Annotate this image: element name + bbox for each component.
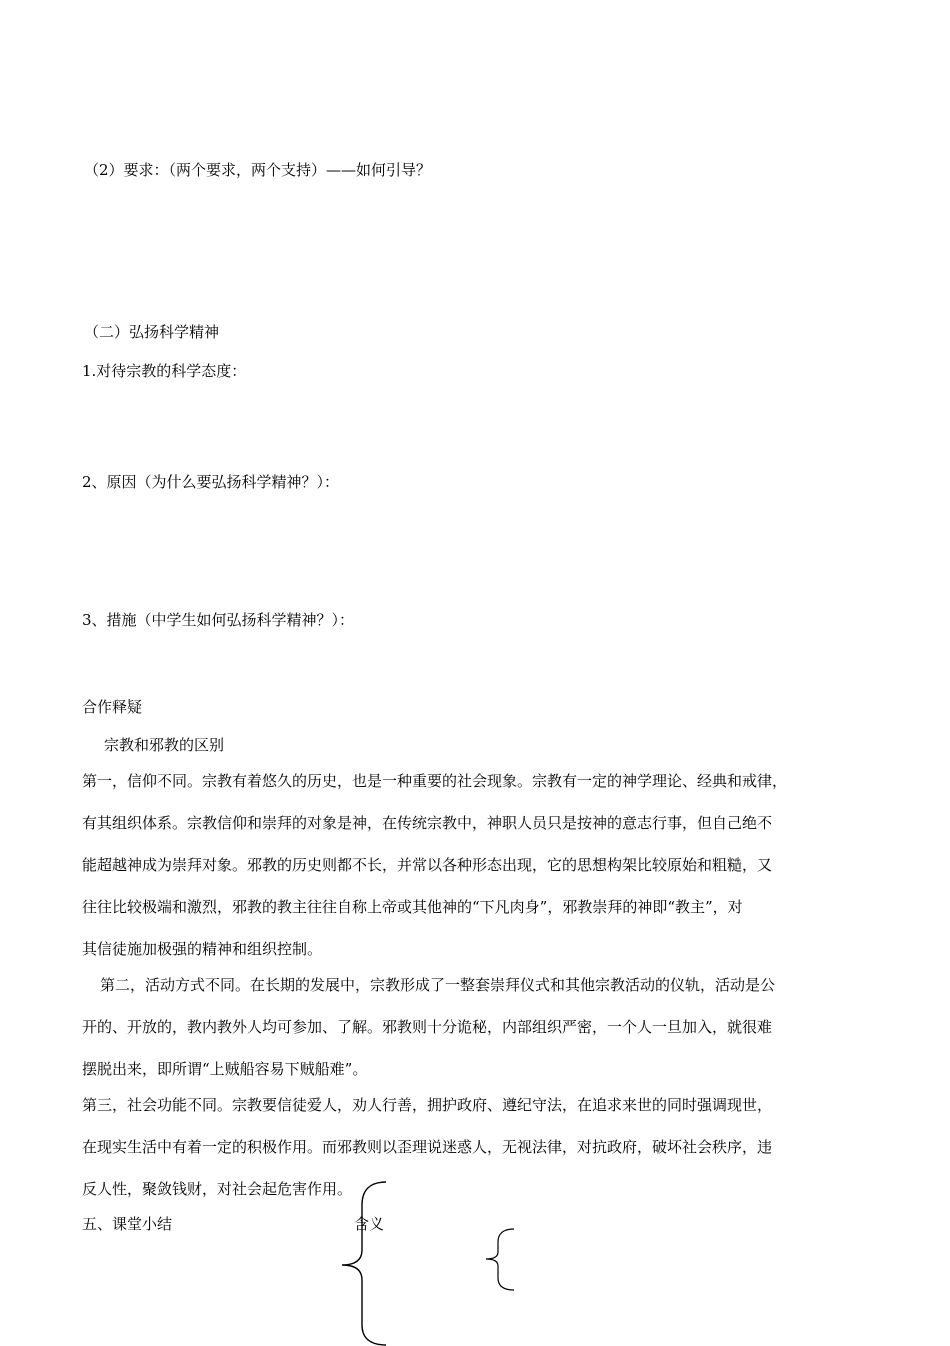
paragraph2-line: 开的、开放的，教内教外人均可参加、了解。邪教则十分诡秘，内部组织严密，一个人一旦加入，就很难 xyxy=(82,1018,773,1036)
item-2-reason: 2、原因（为什么要弘扬科学精神？）： xyxy=(82,473,340,491)
paragraph1-line: 有其组织体系。宗教信仰和崇拜的对象是神，在传统宗教中，神职人员只是按神的意志行事，但自己绝不 xyxy=(82,814,773,832)
summary-heading: 五、课堂小结 xyxy=(82,1215,173,1233)
item-1-scientific-attitude: 1.对待宗教的科学态度： xyxy=(82,362,247,380)
paragraph1-line: 往往比较极端和激烈，邪教的教主往往自称上帝或其他神的“下凡肉身”，邪教崇拜的神即“教主”，对 xyxy=(82,898,743,916)
small-brace-icon xyxy=(486,1229,514,1290)
paragraph3-line: 在现实生活中有着一定的积极作用。而邪教则以歪理说迷惑人，无视法律，对抗政府，破坏社会秩序，违 xyxy=(82,1138,773,1156)
paragraph3-line: 第三，社会功能不同。宗教要信徒爱人，劝人行善，拥护政府、遵纪守法，在追求来世的同时强调现世， xyxy=(82,1096,773,1114)
section-heading: （二）弘扬科学精神 xyxy=(84,323,220,341)
paragraph1-line: 能超越神成为崇拜对象。邪教的历史则都不长，并常以各种形态出现，它的思想构架比较原始和粗糙，又 xyxy=(82,856,773,874)
cooperation-heading: 合作释疑 xyxy=(82,698,143,716)
large-brace-icon xyxy=(342,1182,386,1345)
paragraph1-line: 其信徒施加极强的精神和组织控制。 xyxy=(82,940,323,958)
requirements-line: （2）要求：（两个要求，两个支持）——如何引导？ xyxy=(84,161,432,179)
paragraph2-line: 摆脱出来，即所谓“上贼船容易下贼船难”。 xyxy=(82,1060,368,1078)
paragraph3-line: 反人性，聚敛钱财，对社会起危害作用。 xyxy=(82,1180,353,1198)
difference-title: 宗教和邪教的区别 xyxy=(104,736,225,754)
paragraph1-line: 第一，信仰不同。宗教有着悠久的历史，也是一种重要的社会现象。宗教有一定的神学理论、经典和戒律， xyxy=(82,772,788,790)
paragraph2-line: 第二，活动方式不同。在长期的发展中，宗教形成了一整套崇拜仪式和其他宗教活动的仪轨，活动是公 xyxy=(100,976,776,994)
item-3-measures: 3、措施（中学生如何弘扬科学精神？）： xyxy=(82,611,355,629)
summary-meaning-label: 含义 xyxy=(354,1215,385,1233)
